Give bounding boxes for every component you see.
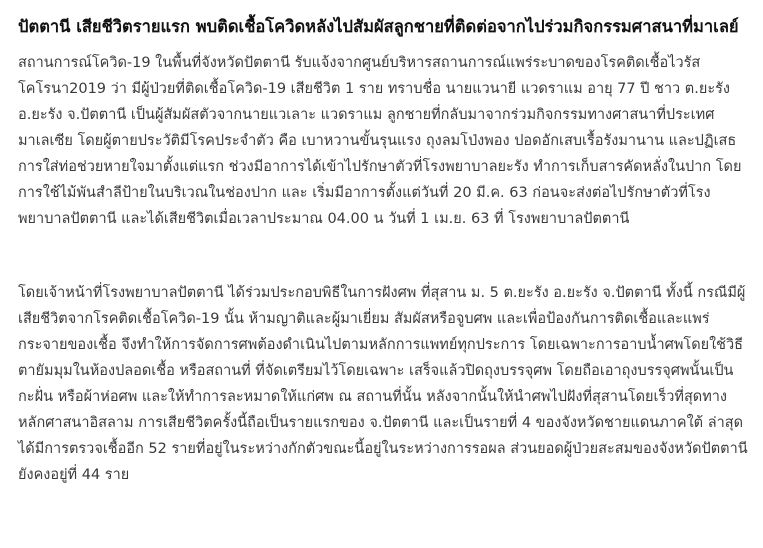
article-headline: ปัตตานี เสียชีวิตรายแรก พบติดเชื้อโควิดหลังไปสัมผัสลูกชายที่ติดต่อจากไปร่วมกิจกรรมศาสนาที่มาเลย์ [18, 17, 739, 36]
article-paragraph-2: โดยเจ้าหน้าที่โรงพยาบาลปัตตานี ได้ร่วมประกอบพิธีในการฝังศพ ที่สุสาน ม. 5 ต.ยะรัง อ.ยะรัง จ.ปัตตานี ทั้งนี้ กรณีมีผู้เสียชีวิตจากโรคติดเชื้อโควิด-19 นั้น ห้ามญาติและผู้มาเยี่ยม สัมผัสหรือจูบศพ และเพื่อป้องกันการติดเชื้อและแพร่กระจายของเชื้อ จึงทำให้การจัดการศพต้องดำเนินไปตามหลักการแพทย์ทุกประการ โดยเฉพาะการอาบน้ำศพโดยใช้วิธีตายัมมุมในห้องปลอดเชื้อ หรือสถานที่ ที่จัดเตรียมไว้โดยเฉพาะ เสร็จแล้วปิดถุงบรรจุศพ โดยถือเอาถุงบรรจุศพนั้นเป็นกะฝั่น หรือผ้าห่อศพ และให้ทำการละหมาดให้แก่ศพ ณ สถานที่นั้น หลังจากนั้นให้นำศพไปฝังที่สุสานโดยเร็วที่สุดทางหลักศาสนาอิสลาม การเสียชีวิตครั้งนี้ถือเป็นรายแรกของ จ.ปัตตานี และเป็นรายที่ 4 ของจังหวัดชายแดนภาคใต้ ล่าสุดได้มีการตรวจเชื้ออีก 52 รายที่อยู่ในระหว่างกักตัวขณะนี้อยู่ในระหว่างการรอผล ส่วนยอดผู้ป่วยสะสมของจังหวัดปัตตานียังคงอยู่ที่ 44 ราย [18, 285, 748, 483]
article-paragraph-1: สถานการณ์โควิด-19 ในพื้นที่จังหวัดปัตตานี รับแจ้งจากศูนย์บริหารสถานการณ์แพร่ระบาดของโรคติดเชื้อไวรัสโคโรนา2019 ว่า มีผู้ป่วยที่ติดเชื้อโควิด-19 เสียชีวิต 1 ราย ทราบชื่อ นายแวนายี แวดราแม อายุ 77 ปี ชาว ต.ยะรัง อ.ยะรัง จ.ปัตตานี เป็นผู้สัมผัสตัวจากนายแวเลาะ แวดราแม ลูกชายที่กลับมาจากร่วมกิจกรรมทางศาสนาที่ประเทศมาเลเซีย โดยผู้ตายประวัติมีโรคประจำตัว คือ เบาหวานขั้นรุนแรง ถุงลมโป่งพอง ปอดอักเสบเรื้อรังมานาน และปฏิเสธการใส่ท่อช่วยหายใจมาตั้งแต่แรก ช่วงมีอาการได้เข้าไปรักษาตัวที่โรงพยาบาลยะรัง ทำการเก็บสารคัดหลั่งในปาก โดยการใช้ไม้พันสำลีป้ายในบริเวณในช่องปาก และ เริ่มมีอาการตั้งแต่วันที่ 20 มี.ค. 63 ก่อนจะส่งต่อไปรักษาตัวที่โรงพยาบาลปัตตานี และได้เสียชีวิตเมื่อเวลาประมาณ 04.00 น วันที่ 1 เม.ย. 63 ที่ โรงพยาบาลปัตตานี [18, 55, 742, 227]
news-article [18, 0, 748, 488]
